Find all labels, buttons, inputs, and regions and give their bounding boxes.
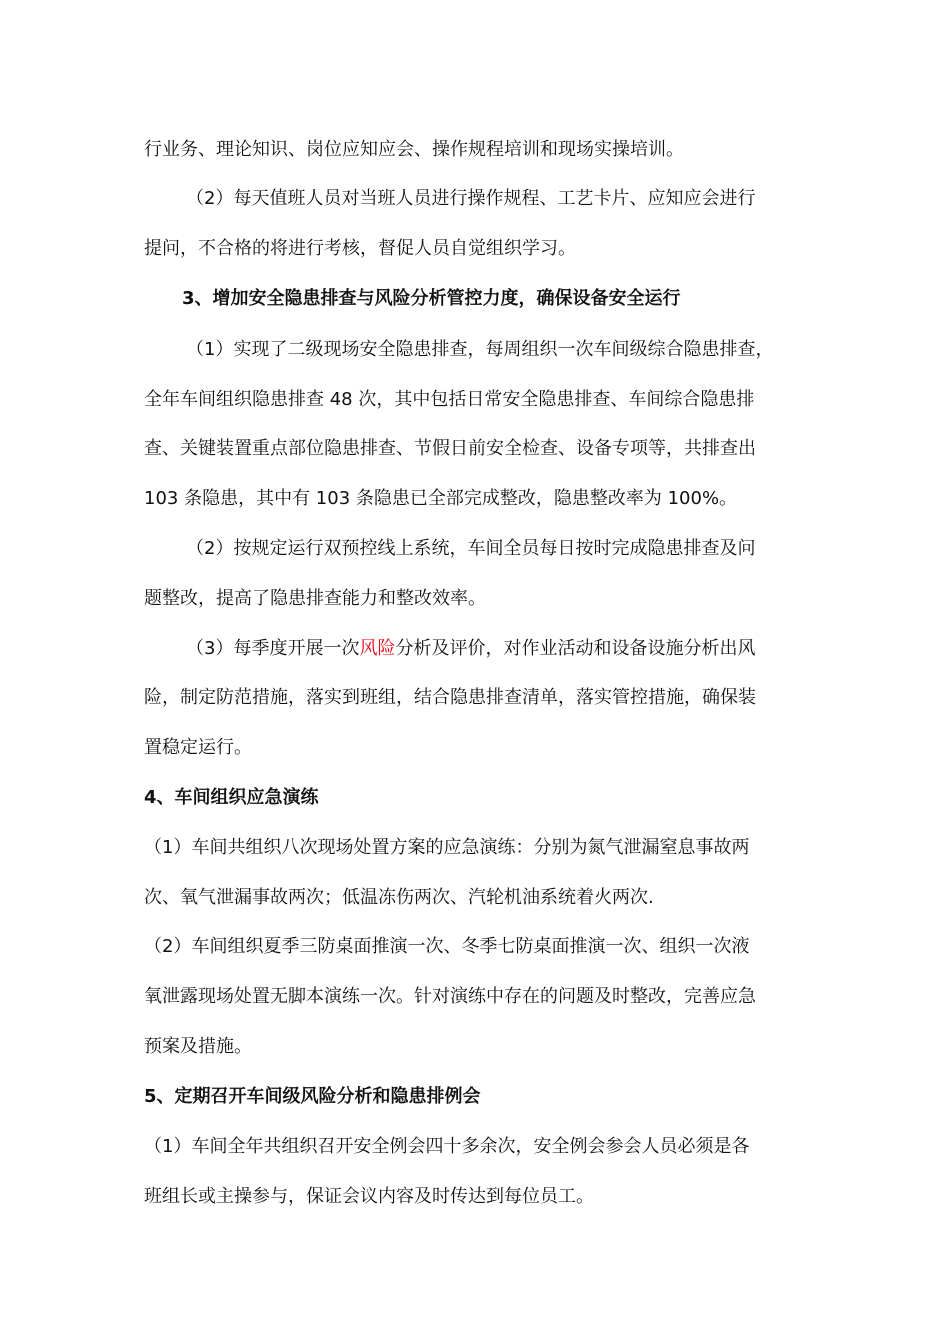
text-line: 险，制定防范措施，落实到班组，结合隐患排查清单，落实管控措施，确保装 (144, 687, 756, 708)
highlighted-text: 风险 (359, 638, 396, 659)
text-line: 提问，不合格的将进行考核，督促人员自觉组织学习。 (144, 238, 576, 259)
text-line (186, 637, 755, 661)
text-line: （1）车间全年共组织召开安全例会四十多余次，安全例会参会人员必须是各 (144, 1136, 750, 1157)
text-line: 103 条隐患，其中有 103 条隐患已全部完成整改，隐患整改率为 100%。 (144, 488, 738, 509)
text-line: 行业务、理论知识、岗位应知应会、操作规程培训和现场实操培训。 (144, 139, 684, 160)
section-heading: 4、车间组织应急演练 (144, 787, 319, 808)
text-line: （1）实现了二级现场安全隐患排查，每周组织一次车间级综合隐患排查， (186, 339, 774, 360)
text-line: （2）每天值班人员对当班人员进行操作规程、工艺卡片、应知应会进行 (186, 188, 756, 209)
text-line: 预案及措施。 (144, 1036, 252, 1057)
text-line: 全年车间组织隐患排查 48 次，其中包括日常安全隐患排查、车间综合隐患排 (144, 389, 755, 410)
text-line: 查、关键装置重点部位隐患排查、节假日前安全检查、设备专项等，共排查出 (144, 438, 756, 459)
section-heading: 3、增加安全隐患排查与风险分析管控力度，确保设备安全运行 (182, 288, 681, 309)
text-line: 题整改，提高了隐患排查能力和整改效率。 (144, 588, 486, 609)
text-line: （2）按规定运行双预控线上系统，车间全员每日按时完成隐患排查及问 (186, 538, 756, 559)
text-line: 氧泄露现场处置无脚本演练一次。针对演练中存在的问题及时整改，完善应急 (144, 986, 756, 1007)
text-line: （2）车间组织夏季三防桌面推演一次、冬季七防桌面推演一次、组织一次液 (144, 936, 750, 957)
text-line: 置稳定运行。 (144, 737, 252, 758)
text-segment: （3）每季度开展一次 (186, 638, 360, 659)
section-heading: 5、定期召开车间级风险分析和隐患排例会 (144, 1086, 481, 1107)
text-line: 次、氧气泄漏事故两次；低温冻伤两次、汽轮机油系统着火两次. (144, 887, 654, 908)
text-line: 班组长或主操参与，保证会议内容及时传达到每位员工。 (144, 1186, 594, 1207)
text-segment: 分析及评价，对作业活动和设备设施分析出风 (395, 638, 756, 659)
text-line: （1）车间共组织八次现场处置方案的应急演练：分别为氮气泄漏窒息事故两 (144, 837, 750, 858)
